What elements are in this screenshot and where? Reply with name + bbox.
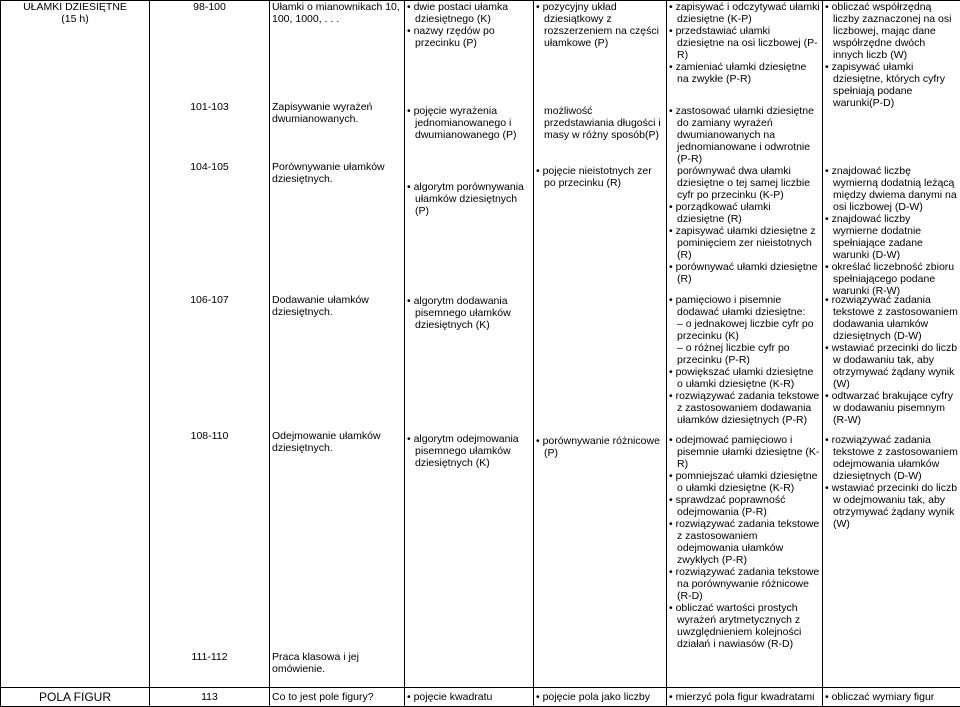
list-item: • rozwiązywać zadania tekstowe na porównywanie różnicowe (R-D)	[669, 566, 820, 602]
list-item: • wstawiać przecinki do liczb w dodawaniu tak, aby otrzymywać żądany wynik (W)	[825, 342, 958, 390]
footer-lesson-num: 113	[150, 688, 270, 707]
list-item: • znajdować liczby wymierne dodatnie spełniające zadane warunki (D-W)	[825, 213, 958, 261]
list-item: • pojęcie pola jako liczby	[536, 691, 664, 703]
list-item: • dwie postaci ułamka dziesiętnego (K)	[407, 1, 531, 25]
basic-skills-cell	[667, 1, 823, 688]
list-item: • mierzyć pola figur kwadratami	[669, 691, 820, 703]
list-item: • pojęcie nieistotnych zer po przecinku (R)	[536, 165, 664, 189]
lesson-title: Odejmowanie ułamków dziesiętnych.	[272, 430, 402, 651]
list-item: • rozwiązywać zadania tekstowe z zastosowaniem odejmowania ułamków dziesiętnych (D-W)	[825, 434, 958, 482]
lesson-num: 106-107	[152, 294, 267, 430]
list-item: • porównywać ułamki dziesiętne (R)	[669, 261, 820, 285]
table-row-decimals	[1, 1, 960, 688]
list-item: • określać liczebność zbioru spełniającego podane warunki (R-W)	[825, 261, 958, 297]
footer-concept	[405, 688, 534, 707]
lesson-num: 98-100	[152, 1, 267, 101]
list-item: • obliczać wartości prostych wyrażeń arytmetycznych z uwzględnieniem kolejności działań i nawiasów (R-D)	[669, 602, 820, 650]
list-item: • pamięciowo i pisemnie dodawać ułamki dziesiętne:	[669, 294, 820, 318]
lesson-numbers-cell	[150, 1, 270, 688]
footer-extended	[534, 688, 667, 707]
list-item: • znajdować liczbę wymierną dodatnią leżącą między dwiema danymi na osi liczbowej (D-W)	[825, 165, 958, 213]
lesson-title: Dodawanie ułamków dziesiętnych.	[272, 294, 402, 430]
list-item: • odejmować pamięciowo i pisemnie ułamki dziesiętne (K-R)	[669, 434, 820, 470]
list-item: • zapisywać ułamki dziesiętne z pominięciem zer nieistotnych (R)	[669, 225, 820, 261]
list-item: • porządkować ułamki dziesiętne (R)	[669, 201, 820, 225]
list-item: • algorytm dodawania pisemnego ułamków dziesiętnych (K)	[407, 295, 531, 331]
lesson-title: Zapisywanie wyrażeń dwumianowanych.	[272, 101, 402, 161]
list-item: • przedstawiać ułamki dziesiętne na osi liczbowej (P-R)	[669, 25, 820, 61]
list-item: • obliczać wymiary figur	[825, 691, 958, 703]
list-item: • algorytm odejmowania pisemnego ułamków dziesiętnych (K)	[407, 433, 531, 469]
list-item: • nazwy rzędów po przecinku (P)	[407, 25, 531, 49]
footer-advanced-skill	[823, 688, 960, 707]
list-subitem: – o jednakowej liczbie cyfr po przecinku (K)	[669, 318, 820, 342]
list-item: • pojęcie wyrażenia jednomianowanego i dwumianowanego (P)	[407, 105, 531, 141]
list-item: • zapisywać i odczytywać ułamki dziesiętne (K-P)	[669, 1, 820, 25]
lesson-num: 104-105	[152, 161, 267, 294]
topic-hours: (15 h)	[3, 13, 147, 25]
lesson-num: 111-112	[152, 651, 267, 663]
advanced-skills-cell	[823, 1, 960, 688]
list-item: możliwość przedstawiania długości i masy w różny sposób(P)	[536, 105, 664, 141]
lesson-num: 108-110	[152, 430, 267, 651]
topic-cell	[1, 1, 150, 688]
lesson-title: Porównywanie ułamków dziesiętnych.	[272, 161, 402, 294]
list-item: • powiększać ułamki dziesiętne o ułamki dziesiętne (K-R)	[669, 366, 820, 390]
concepts-cell	[405, 1, 534, 688]
footer-topic: POLA FIGUR	[1, 688, 150, 707]
list-item: • rozwiązywać zadania tekstowe z zastosowaniem dodawania ułamków dziesiętnych (D-W)	[825, 294, 958, 342]
extended-concepts-cell	[534, 1, 667, 688]
list-item: • pojęcie kwadratu	[407, 691, 531, 703]
lesson-titles-cell	[270, 1, 405, 688]
footer-lesson-title: Co to jest pole figury?	[270, 688, 405, 707]
list-item: • pozycyjny układ dziesiątkowy z rozszerzeniem na części ułamkowe (P)	[536, 1, 664, 49]
lesson-title: Praca klasowa i jej omówienie.	[272, 651, 402, 675]
lesson-title: Ułamki o mianownikach 10, 100, 1000, . . .	[272, 1, 402, 101]
list-item: • pomniejszać ułamki dziesiętne o ułamki dziesiętne (K-R)	[669, 470, 820, 494]
list-item: • algorytm porównywania ułamków dziesiętnych (P)	[407, 181, 531, 217]
list-item: • obliczać współrzędną liczby zaznaczonej na osi liczbowej, mając dane współrzędne dwóch innych liczb (W)	[825, 1, 958, 61]
list-item: porównywać dwa ułamki dziesiętne o tej samej liczbie cyfr po przecinku (K-P)	[669, 165, 820, 201]
list-item: • sprawdzać poprawność odejmowania (P-R)	[669, 494, 820, 518]
footer-basic-skill	[667, 688, 823, 707]
table-row-area	[1, 688, 960, 707]
list-item: • porównywanie różnicowe (P)	[536, 435, 664, 459]
list-item: • rozwiązywać zadania tekstowe z zastosowaniem odejmowania ułamków zwykłych (P-R)	[669, 518, 820, 566]
list-item: • zamieniać ułamki dziesiętne na zwykłe (P-R)	[669, 61, 820, 85]
lesson-num: 101-103	[152, 101, 267, 161]
list-item: • rozwiązywać zadania tekstowe z zastosowaniem dodawania ułamków dziesiętnych (P-R)	[669, 390, 820, 426]
list-item: • wstawiać przecinki do liczb w odejmowaniu tak, aby otrzymywać żądany wynik (W)	[825, 482, 958, 530]
topic-name: UŁAMKI DZIESIĘTNE	[3, 1, 147, 13]
list-subitem: – o różnej liczbie cyfr po przecinku (P-R)	[669, 342, 820, 366]
list-item: • odtwarzać brakujące cyfry w dodawaniu pisemnym (R-W)	[825, 390, 958, 426]
list-item: • zapisywać ułamki dziesiętne, których cyfry spełniają podane warunki(P-D)	[825, 61, 958, 109]
list-item: • zastosować ułamki dziesiętne do zamiany wyrażeń dwumianowanych na jednomianowane i odwrotnie (P-R)	[669, 105, 820, 165]
